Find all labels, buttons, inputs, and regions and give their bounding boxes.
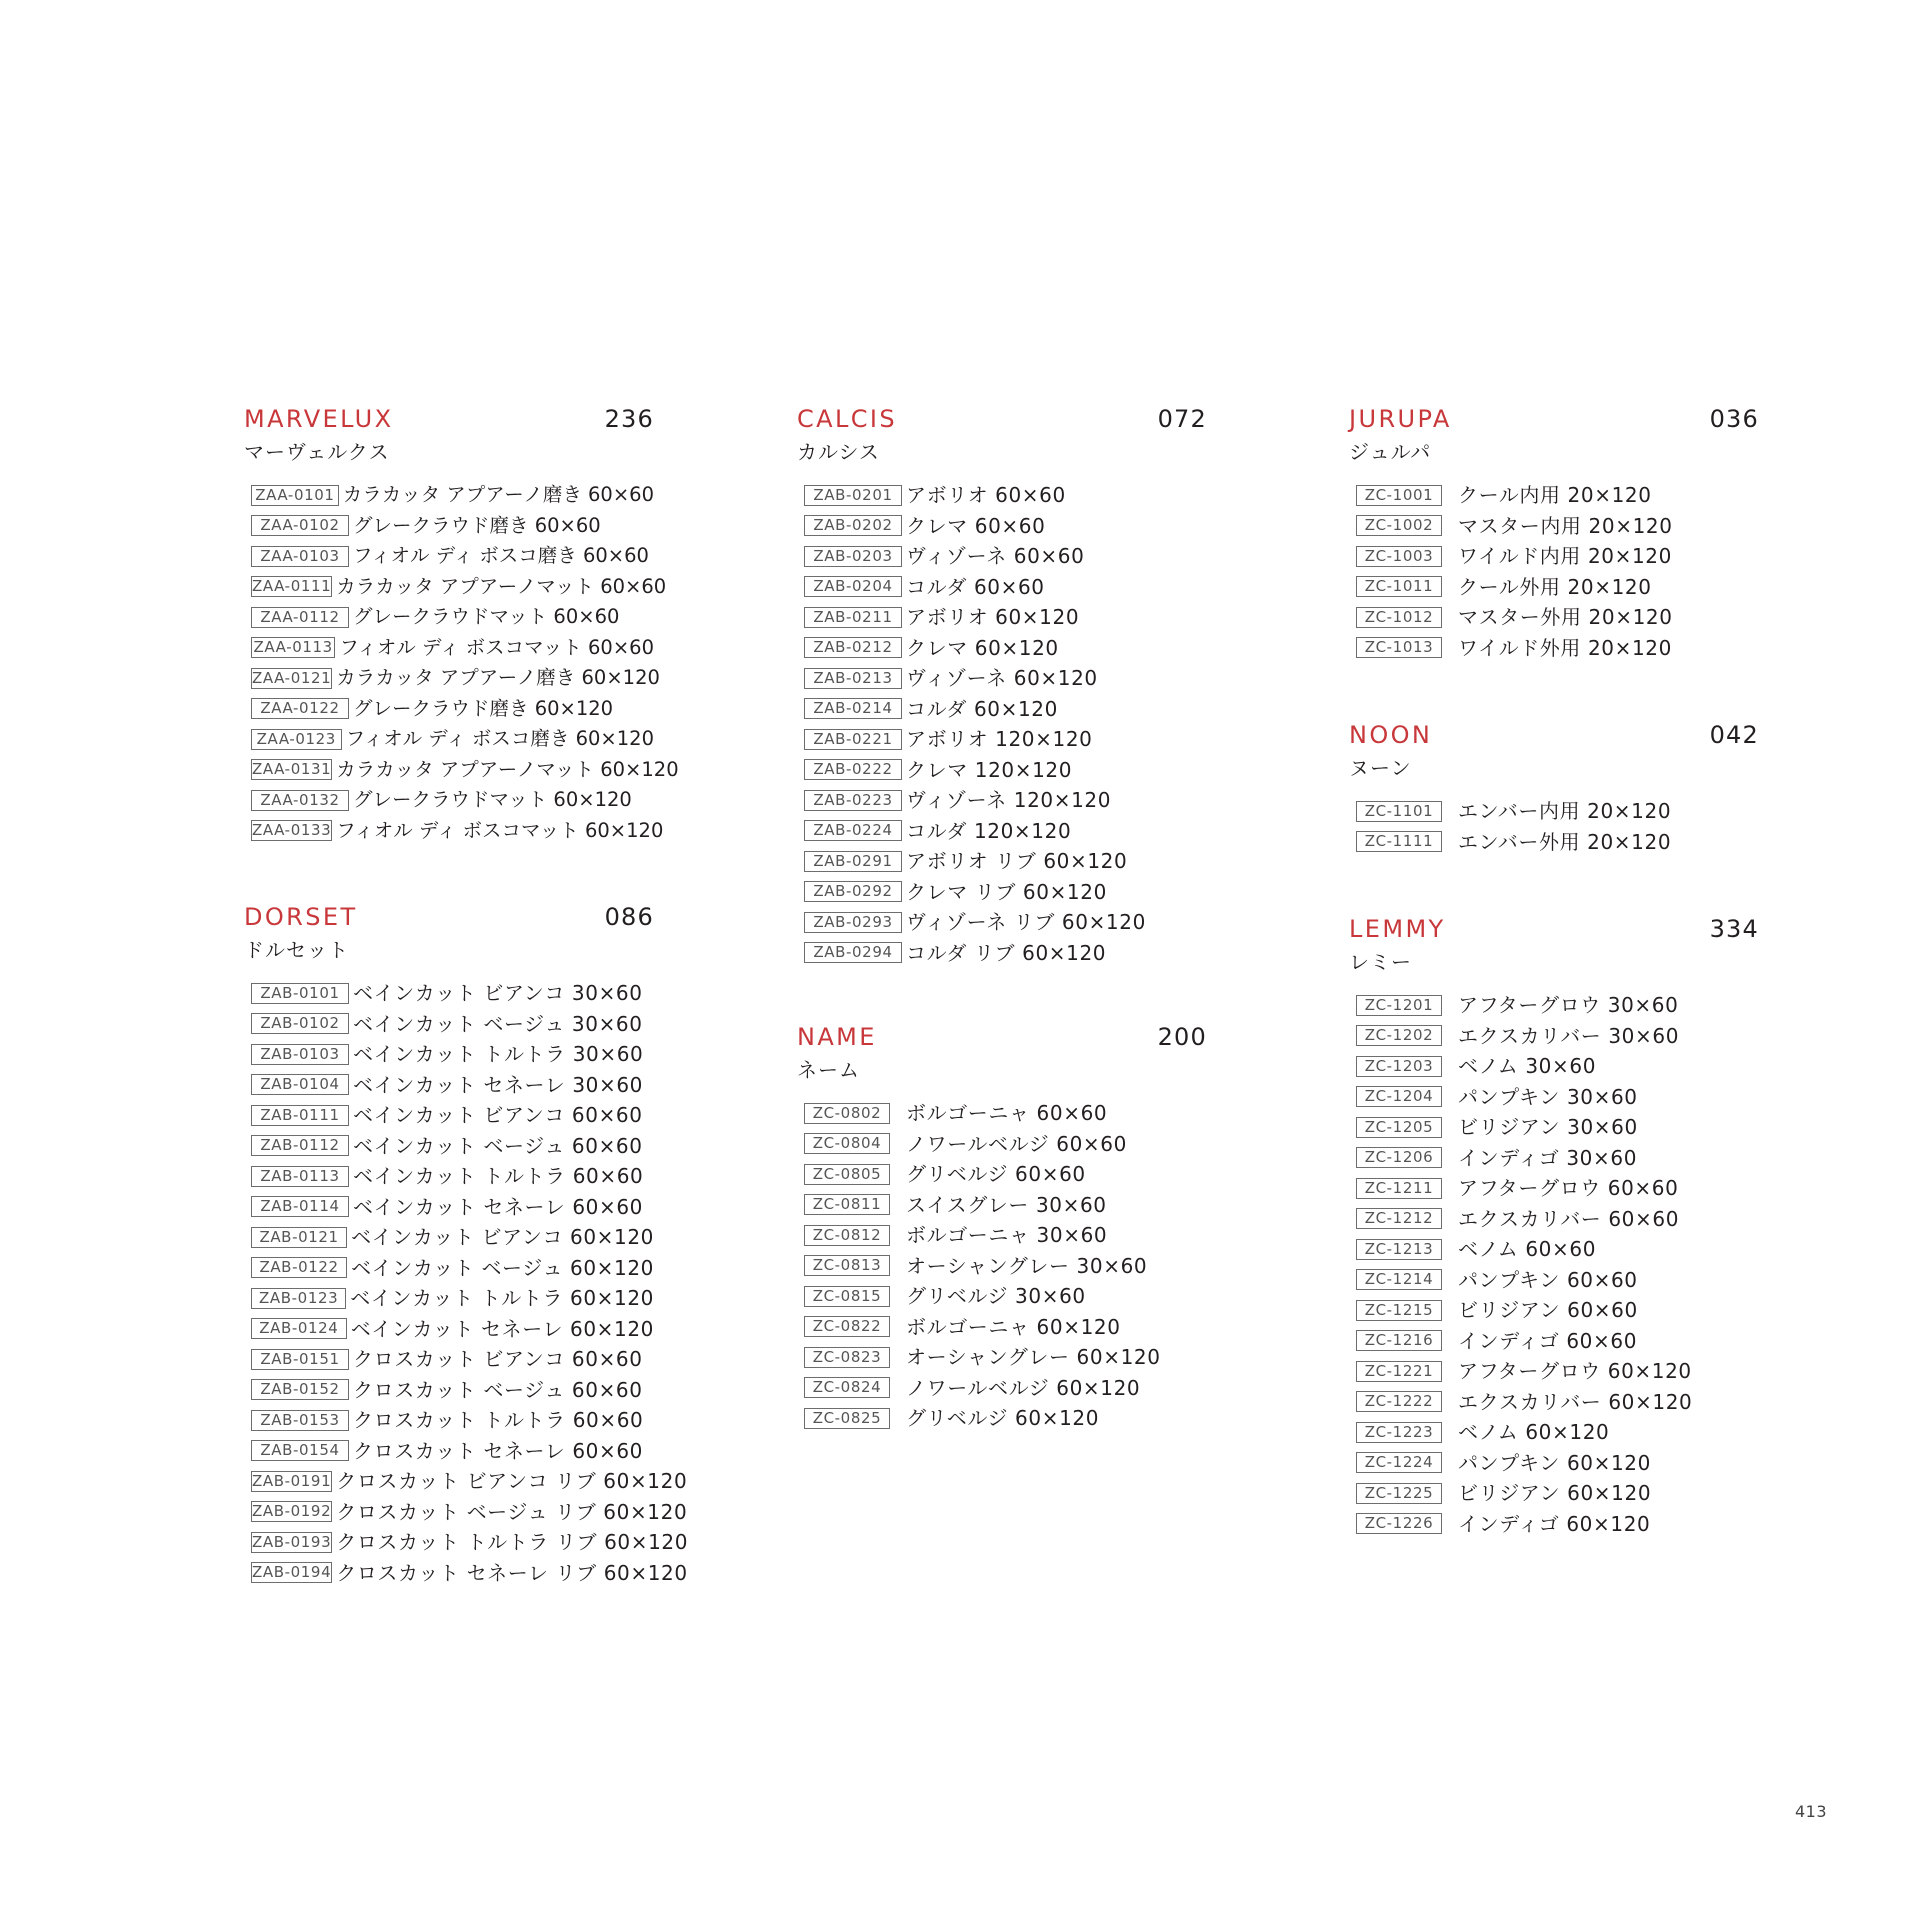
product-row xyxy=(797,755,1207,786)
product-description: ビリジアン 60×60 xyxy=(1458,1298,1638,1323)
product-description: ボルゴーニャ 60×120 xyxy=(906,1314,1121,1339)
product-description: アボリオ 60×60 xyxy=(906,483,1066,508)
product-description: パンプキン 60×120 xyxy=(1458,1450,1651,1475)
product-code-badge: ZAB-0224 xyxy=(804,820,902,841)
product-row xyxy=(1349,1021,1759,1052)
product-row xyxy=(797,1251,1207,1282)
product-code-badge: ZAA-0113 xyxy=(251,637,335,658)
product-row xyxy=(1349,511,1759,542)
product-code-badge: ZC-1215 xyxy=(1356,1300,1442,1321)
product-code-badge: ZAA-0112 xyxy=(251,607,349,628)
product-row xyxy=(1349,602,1759,633)
series-header xyxy=(1349,914,1759,950)
product-row xyxy=(244,1131,654,1162)
series-kana-name: ジュルパ xyxy=(1349,440,1432,464)
product-row xyxy=(1349,1356,1759,1387)
product-description: ワイルド外用 20×120 xyxy=(1458,635,1672,660)
series-header xyxy=(244,902,654,938)
product-description: クロスカット ビアンコ リブ 60×120 xyxy=(336,1469,688,1494)
product-code-badge: ZAB-0213 xyxy=(804,668,902,689)
product-row xyxy=(797,511,1207,542)
product-description: エクスカリバー 60×60 xyxy=(1458,1206,1680,1231)
product-row xyxy=(244,1375,654,1406)
product-description: クロスカット セネーレ 60×60 xyxy=(353,1438,643,1463)
product-row xyxy=(244,1558,688,1589)
product-description: ビリジアン 60×120 xyxy=(1458,1481,1652,1506)
product-description: ボルゴーニャ 30×60 xyxy=(906,1223,1108,1248)
product-code-badge: ZC-1225 xyxy=(1356,1483,1442,1504)
product-code-badge: ZAB-0191 xyxy=(252,1471,332,1490)
product-row xyxy=(244,511,654,542)
product-description: ベインカット セネーレ 60×120 xyxy=(350,1316,654,1341)
product-list xyxy=(797,480,1207,968)
product-description: ベノム 60×120 xyxy=(1458,1420,1610,1445)
product-row xyxy=(1349,572,1759,603)
product-description: ヴィゾーネ 60×60 xyxy=(906,544,1085,569)
product-code-badge: ZC-0815 xyxy=(804,1286,890,1307)
series-name: NOON xyxy=(1349,721,1433,749)
product-row xyxy=(244,1283,654,1314)
series-section-dorset xyxy=(244,902,689,1588)
product-description: インディゴ 60×60 xyxy=(1458,1328,1638,1353)
product-description: ベインカット ビアンコ 30×60 xyxy=(353,981,643,1006)
product-code-badge: ZAB-0193 xyxy=(252,1532,332,1551)
series-page-ref: 200 xyxy=(1157,1023,1207,1051)
product-code-badge: ZAB-0154 xyxy=(251,1440,349,1461)
product-list xyxy=(1349,480,1759,663)
product-description: ヴィゾーネ 60×120 xyxy=(906,666,1098,691)
series-section-marvelux xyxy=(244,404,679,846)
product-row xyxy=(1349,1143,1759,1174)
series-page-ref: 236 xyxy=(604,405,654,433)
product-list xyxy=(797,1098,1207,1434)
product-row xyxy=(244,1436,654,1467)
product-description: グレークラウド磨き 60×120 xyxy=(353,696,614,720)
product-row xyxy=(244,755,679,786)
product-description: ベノム 30×60 xyxy=(1458,1054,1597,1079)
product-code-badge: ZC-1224 xyxy=(1356,1452,1442,1473)
product-code-badge: ZAB-0112 xyxy=(251,1135,349,1156)
product-description: グレークラウドマット 60×60 xyxy=(353,605,620,629)
product-row xyxy=(1349,480,1759,511)
product-row xyxy=(797,633,1207,664)
product-description: フィオル ディ ボスコ磨き 60×60 xyxy=(353,544,649,568)
product-row xyxy=(244,1070,654,1101)
product-code-badge: ZAB-0203 xyxy=(804,546,902,567)
product-code-badge: ZC-1205 xyxy=(1356,1117,1442,1138)
product-row xyxy=(244,1009,654,1040)
product-row xyxy=(244,785,654,816)
product-row xyxy=(244,978,654,1009)
product-description: クロスカット トルトラ リブ 60×120 xyxy=(336,1530,689,1555)
product-row xyxy=(1349,1417,1759,1448)
product-code-badge: ZAB-0123 xyxy=(251,1288,346,1309)
product-description: マスター内用 20×120 xyxy=(1458,513,1673,538)
product-row xyxy=(1349,1082,1759,1113)
product-row xyxy=(1349,1295,1759,1326)
product-row xyxy=(244,1527,689,1558)
product-description: カラカッタ アプアーノマット 60×60 xyxy=(336,574,667,598)
product-row xyxy=(244,633,654,664)
product-row xyxy=(244,1405,654,1436)
product-row xyxy=(1349,541,1759,572)
product-code-badge: ZC-1011 xyxy=(1356,576,1442,597)
product-description: アフターグロウ 60×120 xyxy=(1458,1359,1692,1384)
product-description: アボリオ 120×120 xyxy=(906,727,1093,752)
product-code-badge: ZC-1204 xyxy=(1356,1086,1442,1107)
product-row xyxy=(244,480,654,511)
product-row xyxy=(244,1039,654,1070)
product-description: インディゴ 60×120 xyxy=(1458,1511,1651,1536)
product-description: エクスカリバー 30×60 xyxy=(1458,1023,1680,1048)
product-description: クレマ 60×60 xyxy=(906,513,1046,538)
product-row xyxy=(1349,796,1759,827)
series-name: NAME xyxy=(797,1023,877,1051)
product-code-badge: ZAB-0194 xyxy=(252,1563,332,1582)
product-row xyxy=(1349,827,1759,858)
product-code-badge: ZAB-0103 xyxy=(251,1044,349,1065)
product-code-badge: ZC-1223 xyxy=(1356,1422,1442,1443)
product-description: クロスカット トルトラ 60×60 xyxy=(353,1408,644,1433)
product-code-badge: ZC-1203 xyxy=(1356,1056,1442,1077)
product-row xyxy=(797,877,1207,908)
product-description: アフターグロウ 60×60 xyxy=(1458,1176,1679,1201)
product-description: エンバー内用 20×120 xyxy=(1458,799,1672,824)
product-description: ベノム 60×60 xyxy=(1458,1237,1597,1262)
product-description: クレマ リブ 60×120 xyxy=(906,879,1107,904)
product-row xyxy=(244,724,654,755)
series-section-noon xyxy=(1349,720,1759,857)
series-section-jurupa xyxy=(1349,404,1759,663)
product-code-badge: ZC-1201 xyxy=(1356,995,1442,1016)
product-code-badge: ZC-1101 xyxy=(1356,801,1442,822)
product-code-badge: ZC-1003 xyxy=(1356,546,1442,567)
product-description: スイスグレー 30×60 xyxy=(906,1192,1107,1217)
product-code-badge: ZC-0825 xyxy=(804,1408,890,1429)
product-description: クロスカット ベージュ 60×60 xyxy=(353,1377,643,1402)
product-row xyxy=(1349,1448,1759,1479)
page-number: 413 xyxy=(1795,1802,1828,1821)
product-code-badge: ZC-0804 xyxy=(804,1133,890,1154)
product-row xyxy=(797,694,1207,725)
product-code-badge: ZC-1226 xyxy=(1356,1513,1442,1534)
product-description: ベインカット セネーレ 30×60 xyxy=(353,1072,643,1097)
product-description: グリベルジ 60×60 xyxy=(906,1162,1086,1187)
product-description: ベインカット セネーレ 60×60 xyxy=(353,1194,643,1219)
product-description: ベインカット ベージュ 60×60 xyxy=(353,1133,643,1158)
product-description: カラカッタ アプアーノマット 60×120 xyxy=(336,757,679,781)
product-description: クロスカット セネーレ リブ 60×120 xyxy=(336,1560,688,1585)
product-code-badge: ZC-0823 xyxy=(804,1347,890,1368)
product-code-badge: ZAB-0153 xyxy=(251,1410,349,1431)
product-list xyxy=(1349,796,1759,857)
product-row xyxy=(244,1222,654,1253)
series-kana-name: カルシス xyxy=(797,440,880,464)
product-description: コルダ 60×60 xyxy=(906,574,1045,599)
series-page-ref: 072 xyxy=(1157,405,1207,433)
product-row xyxy=(244,1253,654,1284)
product-description: ヴィゾーネ 120×120 xyxy=(906,788,1112,813)
product-code-badge: ZAB-0114 xyxy=(251,1196,349,1217)
product-row xyxy=(244,1161,654,1192)
product-code-badge: ZAA-0131 xyxy=(252,760,332,779)
product-row xyxy=(797,480,1207,511)
product-code-badge: ZAA-0123 xyxy=(251,729,342,750)
product-code-badge: ZAB-0152 xyxy=(251,1379,349,1400)
product-description: オーシャングレー 30×60 xyxy=(906,1253,1148,1278)
product-description: パンプキン 30×60 xyxy=(1458,1084,1638,1109)
product-row xyxy=(797,1342,1207,1373)
product-row xyxy=(244,1344,654,1375)
product-code-badge: ZC-1216 xyxy=(1356,1330,1442,1351)
product-code-badge: ZAB-0111 xyxy=(251,1105,349,1126)
product-description: グリベルジ 60×120 xyxy=(906,1406,1100,1431)
product-code-badge: ZC-1211 xyxy=(1356,1178,1442,1199)
product-code-badge: ZAB-0124 xyxy=(251,1318,347,1339)
product-code-badge: ZC-0813 xyxy=(804,1255,890,1276)
product-description: クロスカット ビアンコ 60×60 xyxy=(353,1347,643,1372)
product-code-badge: ZC-1002 xyxy=(1356,515,1442,536)
product-row xyxy=(1349,990,1759,1021)
product-code-badge: ZC-1213 xyxy=(1356,1239,1442,1260)
series-page-ref: 086 xyxy=(604,903,654,931)
product-description: コルダ リブ 60×120 xyxy=(906,940,1107,965)
series-section-calcis xyxy=(797,404,1207,968)
series-header xyxy=(244,404,654,440)
product-row xyxy=(244,1466,688,1497)
product-code-badge: ZC-1012 xyxy=(1356,607,1442,628)
series-header xyxy=(797,1022,1207,1058)
product-description: グリベルジ 30×60 xyxy=(906,1284,1086,1309)
product-code-badge: ZAB-0214 xyxy=(804,698,902,719)
product-description: インディゴ 30×60 xyxy=(1458,1145,1638,1170)
product-description: ワイルド内用 20×120 xyxy=(1458,544,1672,569)
product-row xyxy=(797,1312,1207,1343)
product-description: ボルゴーニャ 60×60 xyxy=(906,1101,1108,1126)
product-code-badge: ZAB-0293 xyxy=(804,912,902,933)
product-code-badge: ZAA-0122 xyxy=(251,698,349,719)
series-name: JURUPA xyxy=(1349,405,1452,433)
series-kana-name: ヌーン xyxy=(1349,756,1412,780)
product-description: フィオル ディ ボスコマット 60×120 xyxy=(336,818,664,842)
series-header xyxy=(797,404,1207,440)
product-row xyxy=(797,1373,1207,1404)
product-row xyxy=(244,602,654,633)
series-kana-name: レミー xyxy=(1349,950,1412,974)
product-description: オーシャングレー 60×120 xyxy=(906,1345,1161,1370)
product-row xyxy=(797,785,1207,816)
product-row xyxy=(797,572,1207,603)
product-description: カラカッタ アプアーノ磨き 60×60 xyxy=(342,483,654,507)
product-row xyxy=(1349,1478,1759,1509)
product-code-badge: ZC-1001 xyxy=(1356,485,1442,506)
product-description: マスター外用 20×120 xyxy=(1458,605,1673,630)
product-code-badge: ZC-1222 xyxy=(1356,1391,1442,1412)
product-list xyxy=(244,978,689,1588)
product-code-badge: ZC-1214 xyxy=(1356,1269,1442,1290)
product-row xyxy=(797,1129,1207,1160)
product-description: ベインカット ベージュ 60×120 xyxy=(351,1255,654,1280)
product-description: クレマ 60×120 xyxy=(906,635,1059,660)
product-code-badge: ZAB-0113 xyxy=(251,1166,349,1187)
product-code-badge: ZAB-0222 xyxy=(804,759,902,780)
product-row xyxy=(244,1100,654,1131)
product-row xyxy=(797,602,1207,633)
product-row xyxy=(797,816,1207,847)
product-description: ノワールベルジ 60×120 xyxy=(906,1375,1141,1400)
product-code-badge: ZAB-0121 xyxy=(251,1227,347,1248)
product-description: エクスカリバー 60×120 xyxy=(1458,1389,1693,1414)
product-code-badge: ZAB-0291 xyxy=(804,851,902,872)
product-row xyxy=(797,1159,1207,1190)
product-code-badge: ZAB-0151 xyxy=(251,1349,349,1370)
product-code-badge: ZC-1206 xyxy=(1356,1147,1442,1168)
product-row xyxy=(244,663,660,694)
product-description: コルダ 60×120 xyxy=(906,696,1058,721)
series-kana-name: ネーム xyxy=(797,1058,860,1082)
product-description: ベインカット ビアンコ 60×120 xyxy=(351,1225,654,1250)
product-description: アボリオ 60×120 xyxy=(906,605,1080,630)
product-description: ベインカット トルトラ 60×120 xyxy=(350,1286,654,1311)
product-description: エンバー外用 20×120 xyxy=(1458,829,1672,854)
product-row xyxy=(1349,1051,1759,1082)
product-code-badge: ZC-0812 xyxy=(804,1225,890,1246)
product-code-badge: ZAB-0101 xyxy=(251,983,349,1004)
product-code-badge: ZAB-0292 xyxy=(804,881,902,902)
product-code-badge: ZAA-0101 xyxy=(251,485,339,506)
product-row xyxy=(1349,633,1759,664)
series-name: DORSET xyxy=(244,903,358,931)
product-row xyxy=(244,572,667,603)
product-row xyxy=(797,907,1207,938)
product-code-badge: ZAB-0204 xyxy=(804,576,902,597)
product-row xyxy=(1349,1326,1759,1357)
series-kana-name: ドルセット xyxy=(244,938,349,962)
product-row xyxy=(797,846,1207,877)
product-description: フィオル ディ ボスコ磨き 60×120 xyxy=(345,727,654,751)
product-description: ノワールベルジ 60×60 xyxy=(906,1131,1127,1156)
product-code-badge: ZC-0805 xyxy=(804,1164,890,1185)
product-code-badge: ZAB-0212 xyxy=(804,637,902,658)
product-row xyxy=(1349,1265,1759,1296)
product-code-badge: ZAB-0192 xyxy=(252,1502,332,1521)
product-description: クール内用 20×120 xyxy=(1458,483,1652,508)
product-description: ヴィゾーネ リブ 60×120 xyxy=(906,910,1146,935)
product-row xyxy=(1349,1204,1759,1235)
product-code-badge: ZAB-0122 xyxy=(251,1257,347,1278)
product-code-badge: ZAB-0102 xyxy=(251,1013,349,1034)
product-code-badge: ZC-0824 xyxy=(804,1377,890,1398)
product-description: アボリオ リブ 60×120 xyxy=(906,849,1128,874)
product-row xyxy=(244,694,654,725)
product-description: ビリジアン 30×60 xyxy=(1458,1115,1638,1140)
product-code-badge: ZC-1202 xyxy=(1356,1025,1442,1046)
series-header xyxy=(1349,720,1759,756)
series-kana-name: マーヴェルクス xyxy=(244,440,390,464)
product-description: グレークラウドマット 60×120 xyxy=(353,788,632,812)
product-code-badge: ZAA-0103 xyxy=(251,546,349,567)
series-header xyxy=(1349,404,1759,440)
product-description: ベインカット トルトラ 30×60 xyxy=(353,1042,644,1067)
series-name: LEMMY xyxy=(1349,915,1446,943)
product-list xyxy=(244,480,679,846)
product-row xyxy=(797,1403,1207,1434)
product-description: ベインカット ベージュ 30×60 xyxy=(353,1011,643,1036)
series-section-name xyxy=(797,1022,1207,1434)
product-code-badge: ZAA-0121 xyxy=(252,668,332,687)
product-code-badge: ZC-0802 xyxy=(804,1103,890,1124)
product-description: ベインカット ビアンコ 60×60 xyxy=(353,1103,643,1128)
series-page-ref: 334 xyxy=(1709,915,1759,943)
product-code-badge: ZAB-0221 xyxy=(804,729,902,750)
product-code-badge: ZC-0811 xyxy=(804,1194,890,1215)
series-section-lemmy xyxy=(1349,914,1759,1539)
product-code-badge: ZAB-0201 xyxy=(804,485,902,506)
product-description: コルダ 120×120 xyxy=(906,818,1072,843)
product-description: グレークラウド磨き 60×60 xyxy=(353,513,601,537)
product-code-badge: ZAA-0132 xyxy=(251,790,349,811)
product-description: クール外用 20×120 xyxy=(1458,574,1652,599)
series-page-ref: 036 xyxy=(1709,405,1759,433)
product-description: ベインカット トルトラ 60×60 xyxy=(353,1164,644,1189)
series-name: MARVELUX xyxy=(244,405,394,433)
product-row xyxy=(797,1220,1207,1251)
product-code-badge: ZC-1221 xyxy=(1356,1361,1442,1382)
product-description: クロスカット ベージュ リブ 60×120 xyxy=(336,1499,688,1524)
product-code-badge: ZC-1111 xyxy=(1356,831,1442,852)
product-row xyxy=(1349,1173,1759,1204)
product-list xyxy=(1349,990,1759,1539)
product-description: フィオル ディ ボスコマット 60×60 xyxy=(339,635,654,659)
product-row xyxy=(244,541,654,572)
product-code-badge: ZAA-0133 xyxy=(252,821,332,840)
product-code-badge: ZAB-0104 xyxy=(251,1074,349,1095)
series-page-ref: 042 xyxy=(1709,721,1759,749)
product-row xyxy=(797,1281,1207,1312)
product-row xyxy=(1349,1234,1759,1265)
series-name: CALCIS xyxy=(797,405,898,433)
product-code-badge: ZAB-0294 xyxy=(804,942,902,963)
product-description: カラカッタ アプアーノ磨き 60×120 xyxy=(336,666,660,690)
product-row xyxy=(244,816,664,847)
product-row xyxy=(244,1314,654,1345)
product-code-badge: ZC-1212 xyxy=(1356,1208,1442,1229)
product-code-badge: ZAB-0211 xyxy=(804,607,902,628)
product-code-badge: ZAA-0111 xyxy=(252,577,332,596)
product-description: クレマ 120×120 xyxy=(906,757,1073,782)
product-row xyxy=(797,938,1207,969)
product-code-badge: ZC-0822 xyxy=(804,1316,890,1337)
product-row xyxy=(1349,1112,1759,1143)
product-description: パンプキン 60×60 xyxy=(1458,1267,1638,1292)
product-row xyxy=(797,724,1207,755)
product-row xyxy=(797,1098,1207,1129)
product-row xyxy=(797,1190,1207,1221)
product-code-badge: ZAB-0223 xyxy=(804,790,902,811)
product-row xyxy=(797,663,1207,694)
product-description: アフターグロウ 30×60 xyxy=(1458,993,1679,1018)
product-row xyxy=(244,1192,654,1223)
product-row xyxy=(1349,1509,1759,1540)
product-code-badge: ZC-1013 xyxy=(1356,637,1442,658)
product-code-badge: ZAB-0202 xyxy=(804,515,902,536)
product-row xyxy=(244,1497,688,1528)
product-code-badge: ZAA-0102 xyxy=(251,515,349,536)
product-row xyxy=(1349,1387,1759,1418)
product-row xyxy=(797,541,1207,572)
